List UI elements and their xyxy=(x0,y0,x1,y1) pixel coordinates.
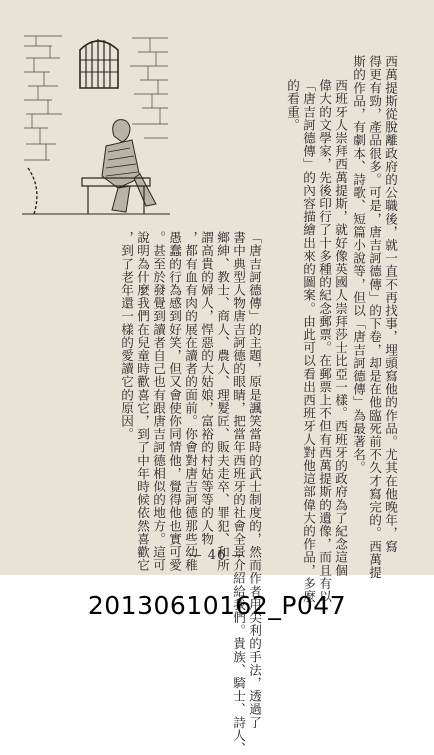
text-column: 西班牙人崇拜西萬提斯，就好像英國人崇拜莎士比亞一樣。西班牙的政府為了紀念這個 xyxy=(333,79,348,577)
text-column: 書中典型人物唐吉訶德的眼睛，把當年西班牙的社會全景介紹給我們。貴族、騎士、詩人、 xyxy=(231,231,246,755)
text-column: 的看重。 xyxy=(285,79,300,132)
page-number: — 46 — xyxy=(188,548,246,563)
text-column: ，到了老年還一樣的愛讀它的原因。 xyxy=(119,231,134,441)
scan-id-caption: 20130610162_P047 xyxy=(87,591,347,620)
text-column: 「唐吉訶德傳」的內容描繪出來的圖案。由此可以看出西班牙人對他這部偉大的作品，多麼 xyxy=(301,79,316,603)
text-column: 得更有勁，產品很多。可是，唐吉訶德傳」的下卷，却是在他臨死前不久才寫完的。西萬提 xyxy=(367,55,382,579)
text-column: 。甚至於發覺到讀者自己也有跟唐吉訶德相似的地方。這可 xyxy=(151,231,166,572)
text-column: 偉大的文學家，先後印行了十多種的紀念郵票。在郵票上不但有西萬提斯的遺像，而且有以 xyxy=(317,79,332,603)
text-column: 「唐吉訶德傳」的主題，原是諷笑當時的武士制度的，然而作者用尖利的手法，透過了 xyxy=(247,231,262,729)
text-column: 說明為什麼我們在兒童時歡喜它，到了中年時候依然喜歡它 xyxy=(135,231,150,572)
text-column: 西萬提斯從脫離政府的公職後，就一直不再找事，埋頭寫他的作品。尤其在他晚年，寫 xyxy=(383,55,398,553)
text-column: 謂高貴的婦人，悍惡的大姑娘，富裕的村姑等等的人物 xyxy=(199,231,214,546)
text-column: 鄉紳、教士、商人、農人、理髮匠、販夫走卒、罪犯、和所 xyxy=(215,231,230,572)
prison-cell-illustration xyxy=(22,28,170,218)
text-column: ，都有血有肉的展在讀者的面前。你會對唐吉訶德那些幼稚 xyxy=(183,231,198,572)
text-column: 斯的作品，有劇本、詩歌、短篇小說等，但以「唐吉訶德傳」為最著名。 xyxy=(351,55,366,475)
text-column: 愚蠢的行為感到好笑，但又會使你同情他，覺得他也實可愛 xyxy=(167,231,182,572)
